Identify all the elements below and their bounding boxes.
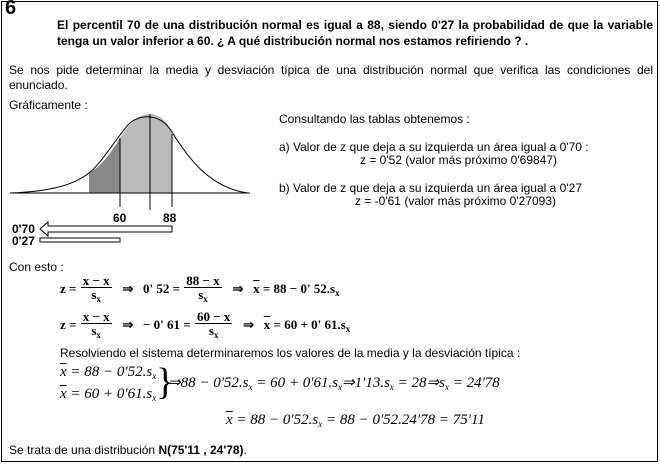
sys1-sub: x (152, 371, 157, 381)
eq2-den2: s (208, 323, 214, 338)
eq1-den2: s (198, 287, 204, 302)
chain-5: = 24'78 (448, 375, 500, 391)
normal-curve-graph (0, 110, 260, 250)
chain-sub-1: x (248, 382, 253, 392)
conclusion (9, 443, 247, 458)
eq2-den-sub: x (96, 330, 101, 340)
chain-sub-3: x (389, 382, 394, 392)
eq1-den: s (91, 287, 97, 302)
eq1-result: = 88 − 0' 52.s (259, 280, 336, 296)
intro-text: Se nos pide determinar la media y desviación típica de una distribución normal que verifica las condiciones del enunciado. (9, 63, 653, 92)
sys1-mean: $\overline{x}$ (60, 364, 67, 380)
tables-heading: Consultando las tablas obtenemos : (279, 112, 470, 126)
eq2-numerator2: 60 − x (196, 309, 231, 324)
table-b-line: b) Valor de z que deja a su izquierda un área igual a 0'27 (279, 181, 582, 195)
label-88: 88 (163, 211, 177, 225)
table-a-line: a) Valor de z que deja a su izquierda un área igual a 0'70 : (279, 140, 589, 154)
eq2-result-sub: x (345, 323, 351, 334)
eq2-mean: $\overline{x}$ (263, 316, 271, 332)
label-60: 60 (113, 211, 127, 225)
table-b-result: z = -0'61 (valor más próximo 0'27093) (355, 194, 557, 208)
eq1-arrow1: ⇒ (122, 280, 134, 296)
system-line-1 (60, 362, 156, 386)
table-a-result: z = 0'52 (valor más próximo 0'69847) (360, 153, 558, 167)
chain-1: ⇒88 − 0'52.s (168, 375, 249, 391)
chain-3: ⇒1'13.s (342, 375, 390, 391)
eq2-result: = 60 + 0' 61.s (270, 316, 346, 332)
eq1-numerator2: 88 − x (186, 273, 220, 288)
eq1-mean: $\overline{x}$ (253, 280, 260, 296)
system-brace: } (156, 361, 175, 403)
system-line-2 (60, 384, 156, 408)
system-chain (168, 373, 500, 397)
sys2-rhs: = 60 + 0'61.s (66, 386, 153, 402)
resolving-text: Resolviendo el sistema determinaremos los valores de la media y la desviación típica : (60, 346, 521, 360)
eq2-arrow1: ⇒ (122, 316, 134, 332)
problem-number: 6 (5, 0, 17, 19)
chain-4: = 28⇒s (393, 375, 445, 391)
problem-statement: El percentil 70 de una distribución normal es igual a 88, siendo 0'27 la probabilidad de que la variable tenga un valor inferior a 60. ¿ A qué distribución normal nos estamos refiriendo ? . (57, 18, 653, 48)
eq1-den2-sub: x (203, 294, 208, 304)
eq2-den: s (91, 323, 97, 338)
eq1-arrow2: ⇒ (232, 280, 244, 296)
chain-sub-4: x (444, 382, 449, 392)
mean-calc-b: = 88 − 0'52.s (232, 412, 319, 428)
eq2-arrow2: ⇒ (243, 316, 255, 332)
eq1-result-sub: x (335, 287, 340, 298)
conclusion-text: Se trata de una distribución (9, 443, 159, 457)
equation-2 (60, 310, 350, 342)
chain-sub-2: x (338, 382, 343, 392)
mean-calc-c: = 88 − 0'52.24'78 = 75'11 (322, 412, 485, 428)
equation-1 (60, 274, 340, 306)
graph-heading: Gráficamente : (9, 98, 88, 112)
conclusion-end: . (243, 443, 247, 457)
eq2-lhs2: − 0' 61 = (143, 316, 191, 332)
arrow-label-027: 0'27 (12, 234, 35, 248)
sys2-sub: x (152, 393, 157, 403)
arrow-label-070: 0'70 (12, 222, 35, 236)
con-esto: Con esto : (9, 260, 64, 274)
eq1-numerator: x − x (82, 273, 110, 288)
arrow-027 (40, 238, 120, 242)
sys2-mean: $\overline{x}$ (60, 386, 67, 402)
area-left-of-60 (89, 138, 120, 193)
mean-calculation (226, 410, 485, 434)
eq1-den-sub: x (96, 294, 101, 304)
eq1-lhs2: 0' 52 = (143, 280, 181, 296)
mean-calc-sub: x (318, 419, 323, 429)
eq2-den2-sub: x (213, 330, 219, 340)
chain-2: = 60 + 0'61.s (252, 375, 339, 391)
arrow-070 (40, 222, 172, 236)
eq1-z: z = (60, 280, 77, 296)
eq2-z: z = (60, 316, 77, 332)
conclusion-value: N(75'11 , 24'78) (158, 443, 244, 457)
mean-calc-x: $\overline{x}$ (226, 412, 233, 428)
eq2-numerator: x − x (82, 309, 110, 324)
sys1-rhs: = 88 − 0'52.s (66, 364, 153, 380)
